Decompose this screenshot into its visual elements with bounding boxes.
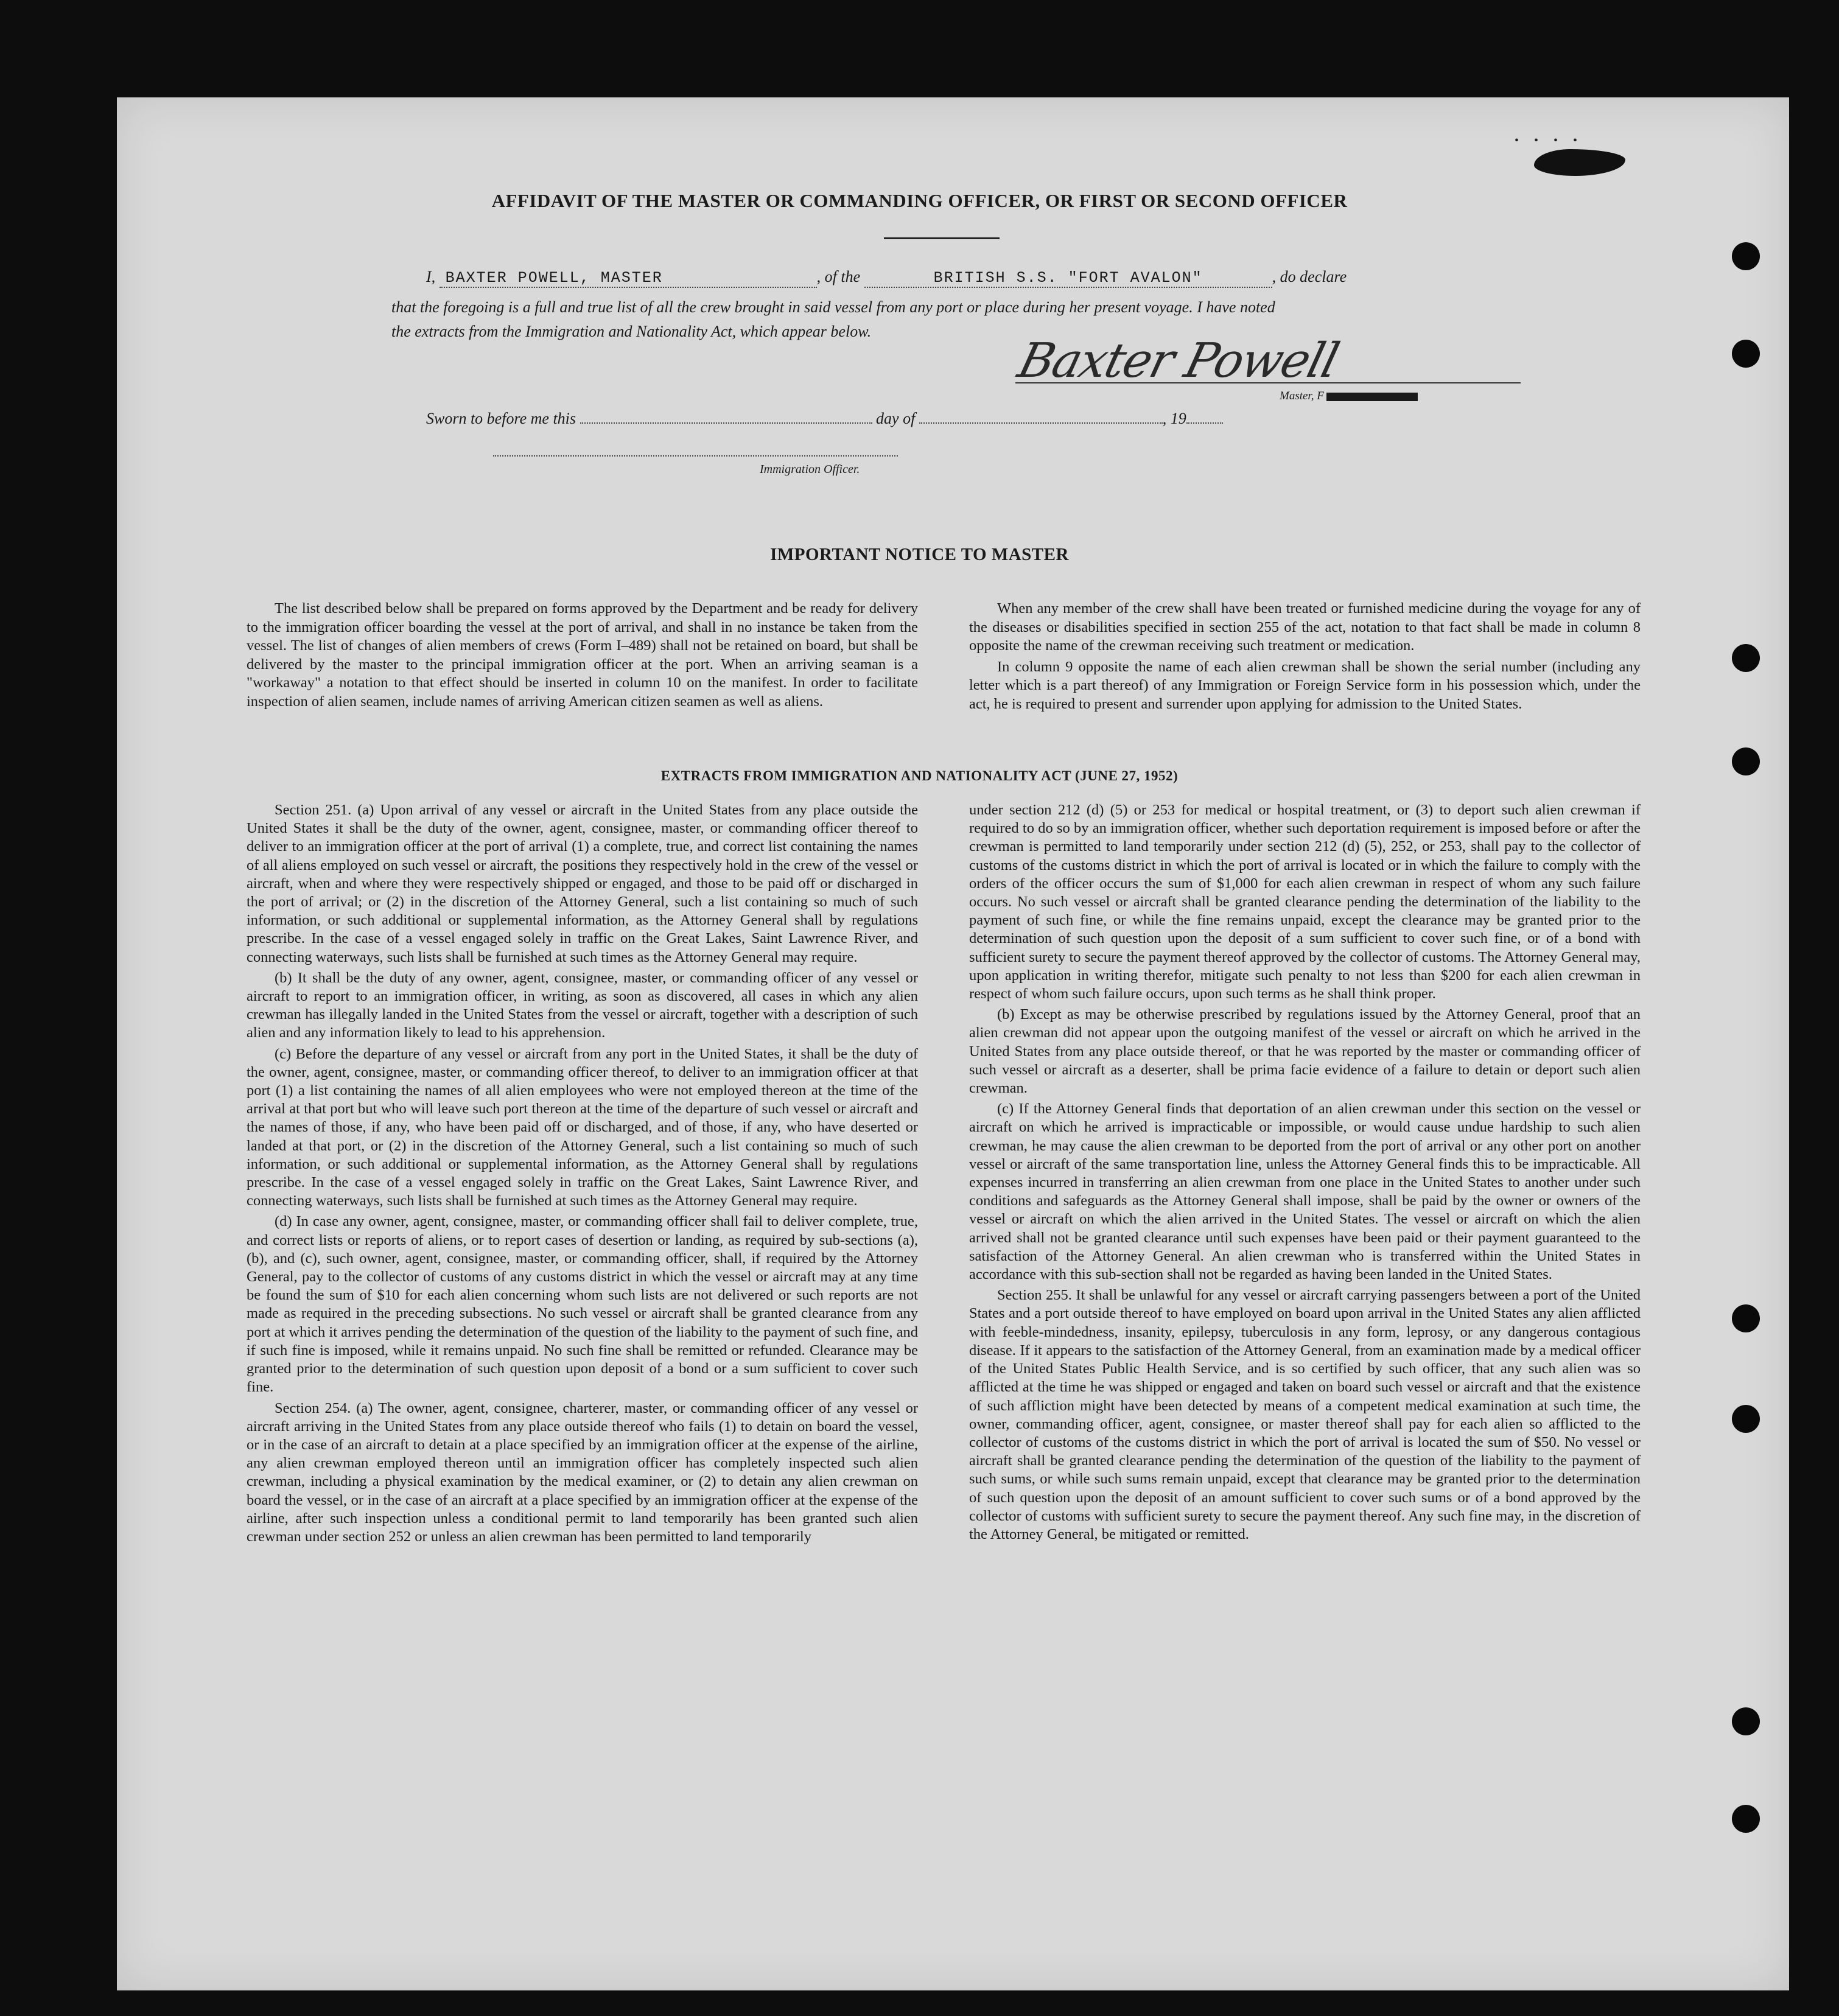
sworn-year-field <box>1186 409 1223 424</box>
notice-right-column <box>969 600 1641 716</box>
extract-paragraph: under section 212 (d) (5) or 253 for medical or hospital treatment, or (3) to deport such alien crewman if required to do so by an immigration officer, whether such deportation requirement is imposed before or after the crewman is permitted to land temporarily under section 212 (d) (5), 252, or 253, shall pay to the collector of customs of the customs district in which the port of arrival is located or in which the failure to comply with the orders of the officer occurs the sum of $1,000 for each alien crewman in respect of whom any such failure occurs. No such vessel or aircraft shall be granted clearance pending the determination of the liability to the payment of such fine, or while the fine remains unpaid, except the clearance may be granted prior to the determination of such question upon the deposit of a sum sufficient to cover such fine, or of a bond with sufficient surety to secure the payment thereof approved by the collector of customs. The Attorney General may, upon application in writing therefor, mitigate such penalty to not less than $200 for each alien crewman in respect of whom such failure occurs, upon such terms as he shall think proper. <box>969 802 1641 1003</box>
signature-line <box>1015 382 1521 383</box>
immigration-officer-line <box>493 455 898 457</box>
binder-hole <box>1732 242 1760 270</box>
extract-paragraph: (b) Except as may be otherwise prescribed by regulations issued by the Attorney General, proof that an alien crewman did not appear upon the outgoing manifest of the vessel or aircraft on which he arrived in the United States from any place outside thereof, or that he was reported by the master or commanding officer of such vessel or aircraft as a deserter, shall be prima facie evidence of a failure to detain or deport such alien crewman. <box>969 1006 1641 1097</box>
master-signature: Baxter Powell <box>1012 334 1343 388</box>
extract-paragraph: (c) If the Attorney General finds that deportation of an alien crewman under this section on the vessel or aircraft on which he arrived is impracticable or impossible, or would cause undue hardship to such alien crewman, he may cause the alien crewman to be deported from the port of arrival or any other port on another vessel or aircraft of the same transportation line, unless the Attorney General finds this to be impracticable. All expenses incurred in transferring an alien crewman from one place in the United States to another under such conditions and safeguards as the Attorney General shall impose, shall be paid by the owner or owners of the vessel or aircraft on which the alien arrived in the United States. The vessel or aircraft on which the alien arrived shall not be granted clearance until such expenses have been paid or their payment guaranteed to the satisfaction of the Attorney General. An alien crewman who is transferred within the United States in accordance with this sub-section shall not be regarded as having been landed in the United States. <box>969 1101 1641 1283</box>
extract-paragraph: Section 251. (a) Upon arrival of any vessel or aircraft in the United States from any place outside the United States it shall be the duty of the owner, agent, consignee, master, or commanding officer thereof to deliver to an immigration officer at the port of arrival (1) a complete, true, and correct list containing the names of all aliens employed on such vessel or aircraft, the positions they respectively hold in the crew of the vessel or aircraft, when and where they were respectively shipped or engaged, and those to be paid off or discharged in the port of arrival; or (2) in the discretion of the Attorney General, such a list containing so much of such information, or such additional or supplemental information, as the Attorney General shall by regulations prescribe. In the case of a vessel engaged solely in traffic on the Great Lakes, Saint Lawrence River, and connecting waterways, such lists shall be furnished at such times as the Attorney General may require. <box>247 802 918 965</box>
notice-title: IMPORTANT NOTICE TO MASTER <box>770 545 1069 564</box>
extracts-right-column <box>969 801 1641 1546</box>
affidavit-title: AFFIDAVIT OF THE MASTER OR COMMANDING OFFICER, OR FIRST OR SECOND OFFICER <box>491 190 1348 211</box>
title-underline <box>884 237 1000 239</box>
extract-paragraph: (b) It shall be the duty of any owner, agent, consignee, master, or commanding officer of any vessel or aircraft to report to an immigration officer, in writing, as soon as discovered, all cases in which any alien crewman has illegally landed in the United States from the vessel or aircraft, together with a description of such alien and any information likely to lead to his apprehension. <box>247 969 918 1041</box>
declarant-field: BAXTER POWELL, MASTER <box>440 269 817 288</box>
notice-paragraph: When any member of the crew shall have been treated or furnished medicine during the voyage for any of the diseases or disabilities specified in section 255 of the act, notation to that fact shall be made in column 8 opposite the name of the crewman receiving such treatment or medication. <box>969 600 1641 654</box>
notice-paragraph: The list described below shall be prepared on forms approved by the Department and be ready for delivery to the immigration officer boarding the vessel at the port of arrival, and shall in no instance be taken from the vessel. The list of changes of alien members of crews (Form I–489) shall not be retained on board, but shall be delivered by the master to the principal immigration officer at the port. When an arriving seaman is a "workaway" a notation to that effect should be inserted in column 10 on the manifest. In order to facilitate inspection of alien seamen, include names of arriving American citizen seamen as well as aliens. <box>247 600 918 710</box>
vessel-field: BRITISH S.S. "FORT AVALON" <box>864 269 1272 288</box>
binder-hole <box>1732 340 1760 368</box>
extracts-left-column <box>247 801 918 1549</box>
extract-paragraph: (d) In case any owner, agent, consignee, master, or commanding officer shall fail to deliver complete, true, and correct lists or reports of aliens, or to report cases of desertion or landing, as required by sub-sections (a), (b), and (c), such owner, agent, consignee, master, or commanding officer, shall, if required by the Attorney General, pay to the collector of customs of any customs district in which the vessel or aircraft may at any time be found the sum of $10 for each alien concerning whom such lists are not delivered or such reports are not made as required in the preceding subsections. No such vessel or aircraft shall be granted clearance from any port at which it arrives pending the determination of the question of the liability to the payment of such fine, and if such fine is imposed, while it remains unpaid. No such fine shall be remitted or refunded. Clearance may be granted prior to the determination of such question upon deposit of a bond or a sum sufficient to cover such fine. <box>247 1213 918 1396</box>
binder-hole <box>1732 1707 1760 1735</box>
redacted-mark <box>1326 393 1418 401</box>
binder-hole <box>1732 1405 1760 1433</box>
declaration-line: I, BAXTER POWELL, MASTER , of the BRITISH S.S. "FORT AVALON" , do declare <box>426 268 1347 287</box>
immigration-officer-label: Immigration Officer. <box>760 463 860 476</box>
binder-hole <box>1732 1304 1760 1332</box>
notice-paragraph: In column 9 opposite the name of each alien crewman shall be shown the serial number (including any letter which is a part thereof) of any Immigration or Foreign Service form in his possession which, under the act, he is required to present and surrender upon applying for admission to the United States. <box>969 658 1641 712</box>
declaration-line-2: that the foregoing is a full and true list of all the crew brought in said vessel from any port or place during her present voyage. I have noted <box>391 298 1275 316</box>
sworn-month-field <box>919 409 1163 424</box>
extract-paragraph: Section 254. (a) The owner, agent, consignee, charterer, master, or commanding officer of any vessel or aircraft arriving in the United States from any place outside thereof who fails (1) to detain on board the vessel, or in the case of an aircraft to detain at a place specified by an immigration officer at the expense of the airline, any alien crewman employed thereon until an immigration officer has completely inspected such alien crewman, including a physical examination by the medical examiner, or (2) to detain any alien crewman on board the vessel, or in the case of an aircraft at a place specified by an immigration officer at the expense of the airline, after such inspection unless a conditional permit to land temporarily has been granted such alien crewman under section 252 or unless an alien crewman has been permitted to land temporarily <box>247 1399 918 1545</box>
extract-paragraph: Section 255. It shall be unlawful for any vessel or aircraft carrying passengers between a port of the United States and a port outside thereof to have employed on board upon arrival in the United States any alien afflicted with feeble-mindedness, insanity, epilepsy, tuberculosis in any form, leprosy, or any dangerous contagious disease. If it appears to the satisfaction of the Attorney General, from an examination made by a medical officer of the United States Public Health Service, and is so certified by such officer, that any such alien was so afflicted at the time he was shipped or engaged and taken on board such vessel or aircraft and that the existence of such affliction might have been detected by means of a competent medical examination at such time, the owner, commanding officer, agent, consignee, or master thereof shall pay for each alien so afflicted to the collector of customs of the customs district in which the port of arrival is located the sum of $50. No vessel or aircraft shall be granted clearance pending the determination of the question of the liability to the payment of such sums, or while such sums remain unpaid, except that clearance may be granted prior to the determination of such question upon the deposit of an amount sufficient to cover such sums or of a bond approved by the collector of customs with sufficient surety to secure the payment thereof. Any such fine may, in the discretion of the Attorney General, be mitigated or remitted. <box>969 1287 1641 1542</box>
sworn-day-field <box>580 409 872 424</box>
master-label: Master, F <box>1280 390 1418 403</box>
binder-hole <box>1732 644 1760 672</box>
extracts-title: EXTRACTS FROM IMMIGRATION AND NATIONALITY ACT (JUNE 27, 1952) <box>660 768 1179 783</box>
notice-left-column <box>247 600 918 713</box>
declaration-line-3: the extracts from the Immigration and Nationality Act, which appear below. <box>391 323 872 340</box>
extract-paragraph: (c) Before the departure of any vessel or aircraft from any port in the United States, it shall be the duty of the owner, agent, consignee, master, or commanding officer thereof, to deliver to an immigration officer at that port (1) a list containing the names of all alien employees who were not employed thereon at the time of the arrival at that port but who will leave such port thereon at the time of the departure of such vessel or aircraft and the names of those, if any, who have been paid off or discharged, and of those, if any, who have deserted or landed at that port, or (2) in the discretion of the Attorney General, such a list containing so much of such information, or such additional or supplemental information, as the Attorney General shall by regulations prescribe. In the case of a vessel engaged solely in traffic on the Great Lakes, Saint Lawrence River, and connecting waterways, such lists shall be furnished at such times as the Attorney General may require. <box>247 1045 918 1209</box>
sworn-line: Sworn to before me this day of , 19 <box>426 409 1223 428</box>
specks: • • • • <box>1515 134 1584 147</box>
binder-hole <box>1732 1805 1760 1833</box>
